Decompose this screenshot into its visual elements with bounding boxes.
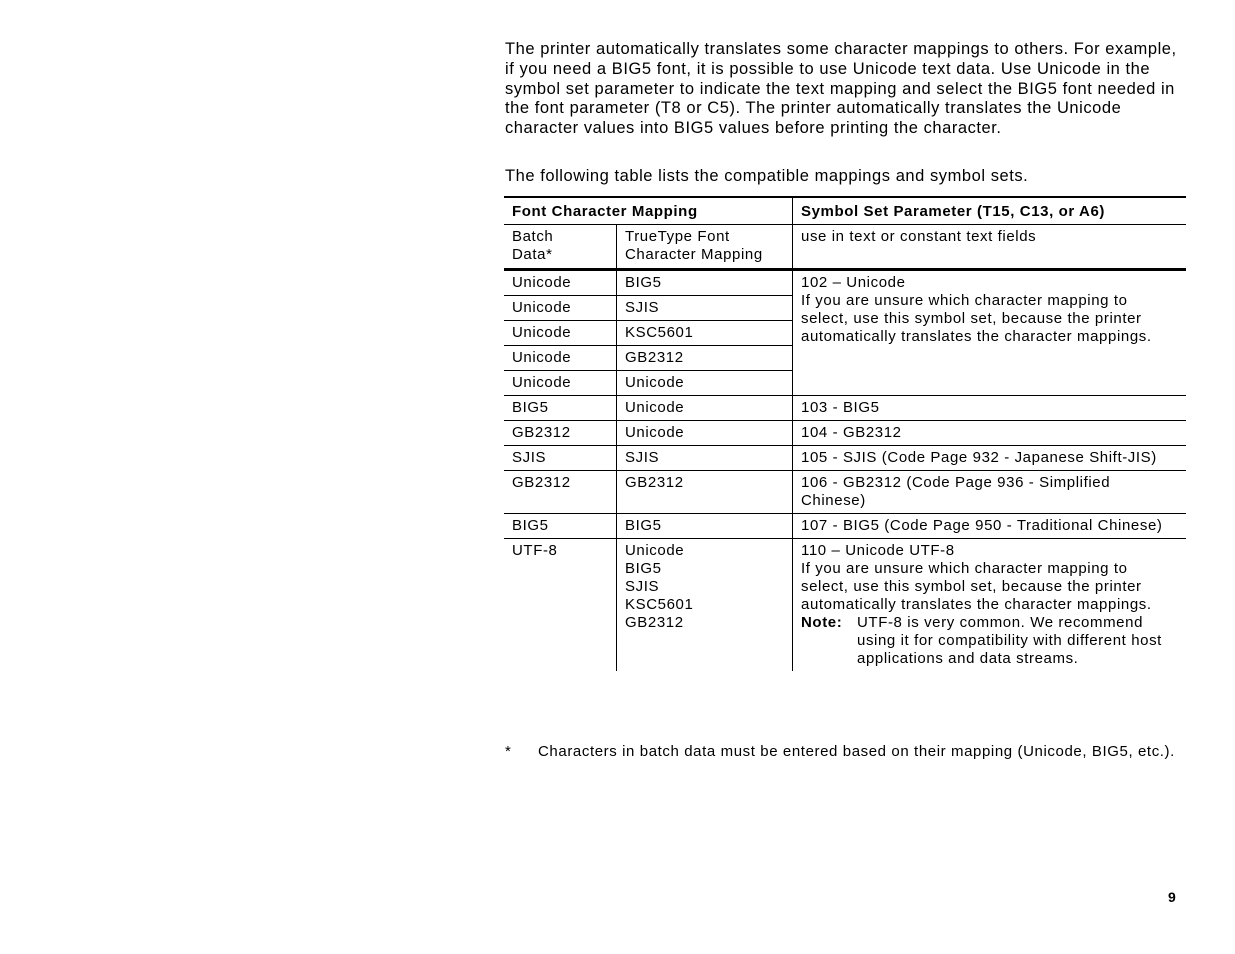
symbol-cell: 103 - BIG5: [793, 396, 1187, 421]
table-intro-paragraph: The following table lists the compatible mappings and symbol sets.: [505, 167, 1029, 185]
symbol-cell: 107 - BIG5 (Code Page 950 - Traditional Chinese): [793, 514, 1187, 539]
symbol-cell: 104 - GB2312: [793, 421, 1187, 446]
mapping-table: [504, 196, 1186, 671]
symbol-cell: 106 - GB2312 (Code Page 936 - Simplified Chinese): [793, 471, 1187, 514]
batch-cell: BIG5: [504, 396, 617, 421]
table-row: [504, 270, 1186, 296]
note-text: UTF-8 is very common. We recommend using it for compatibility with different host applications and data streams.: [857, 614, 1162, 667]
footnote-text: Characters in batch data must be entered based on their mapping (Unicode, BIG5, etc.).: [538, 743, 1175, 760]
truetype-cell: GB2312: [617, 471, 793, 514]
truetype-cell: Unicode: [617, 421, 793, 446]
symbol-title: 110 – Unicode UTF-8: [801, 542, 955, 559]
table-row: [504, 396, 1186, 421]
batch-cell: Unicode: [504, 296, 617, 321]
symbol-cell-unicode: [793, 270, 1187, 396]
batch-cell: Unicode: [504, 346, 617, 371]
symbol-cell-utf8: [793, 539, 1187, 672]
footnote-marker: *: [505, 743, 512, 760]
page-number: 9: [1168, 889, 1176, 905]
batch-cell: GB2312: [504, 471, 617, 514]
batch-cell: GB2312: [504, 421, 617, 446]
truetype-cell: KSC5601: [617, 321, 793, 346]
table-subheader-row: [504, 225, 1186, 270]
subheader-usage: use in text or constant text fields: [793, 225, 1187, 270]
truetype-cell-list: Unicode BIG5 SJIS KSC5601 GB2312: [617, 539, 793, 672]
table-row: [504, 446, 1186, 471]
truetype-cell: Unicode: [617, 371, 793, 396]
batch-cell: BIG5: [504, 514, 617, 539]
batch-cell: UTF-8: [512, 542, 558, 559]
truetype-cell: BIG5: [617, 270, 793, 296]
batch-cell: Unicode: [504, 371, 617, 396]
symbol-description: If you are unsure which character mapping to select, use this symbol set, because the printer automatically translates the character mappings.: [801, 292, 1152, 345]
intro-paragraph: The printer automatically translates some character mappings to others. For example, if you need a BIG5 font, it is possible to use Unicode text data. Use Unicode in the symbol set parameter to indicate the text mapping and select the BIG5 font needed in the font parameter (T8 or C5). The printer automatically translates the Unicode character values into BIG5 values before printing the character.: [505, 40, 1177, 138]
note: [801, 614, 1178, 668]
truetype-cell: BIG5: [617, 514, 793, 539]
truetype-cell: GB2312: [617, 346, 793, 371]
truetype-cell: SJIS: [617, 296, 793, 321]
subheader-batch-data: Batch Data*: [504, 225, 617, 270]
header-font-mapping: Font Character Mapping: [504, 197, 793, 225]
subheader-truetype: TrueType Font Character Mapping: [617, 225, 793, 270]
symbol-title: 102 – Unicode: [801, 274, 906, 291]
truetype-cell: SJIS: [617, 446, 793, 471]
table-header-row: [504, 197, 1186, 225]
note-label: Note:: [801, 614, 843, 631]
truetype-cell: Unicode: [617, 396, 793, 421]
symbol-cell: 105 - SJIS (Code Page 932 - Japanese Shift-JIS): [793, 446, 1187, 471]
footnote: [505, 743, 1185, 761]
header-symbol-set: Symbol Set Parameter (T15, C13, or A6): [793, 197, 1187, 225]
table-row: [504, 471, 1186, 514]
table-row: [504, 421, 1186, 446]
symbol-description: If you are unsure which character mapping to select, use this symbol set, because the printer automatically translates the character mappings.: [801, 560, 1152, 613]
table-row: [504, 514, 1186, 539]
table-row-utf8: [504, 539, 1186, 672]
batch-cell: Unicode: [504, 270, 617, 296]
batch-cell: Unicode: [504, 321, 617, 346]
batch-cell: SJIS: [504, 446, 617, 471]
